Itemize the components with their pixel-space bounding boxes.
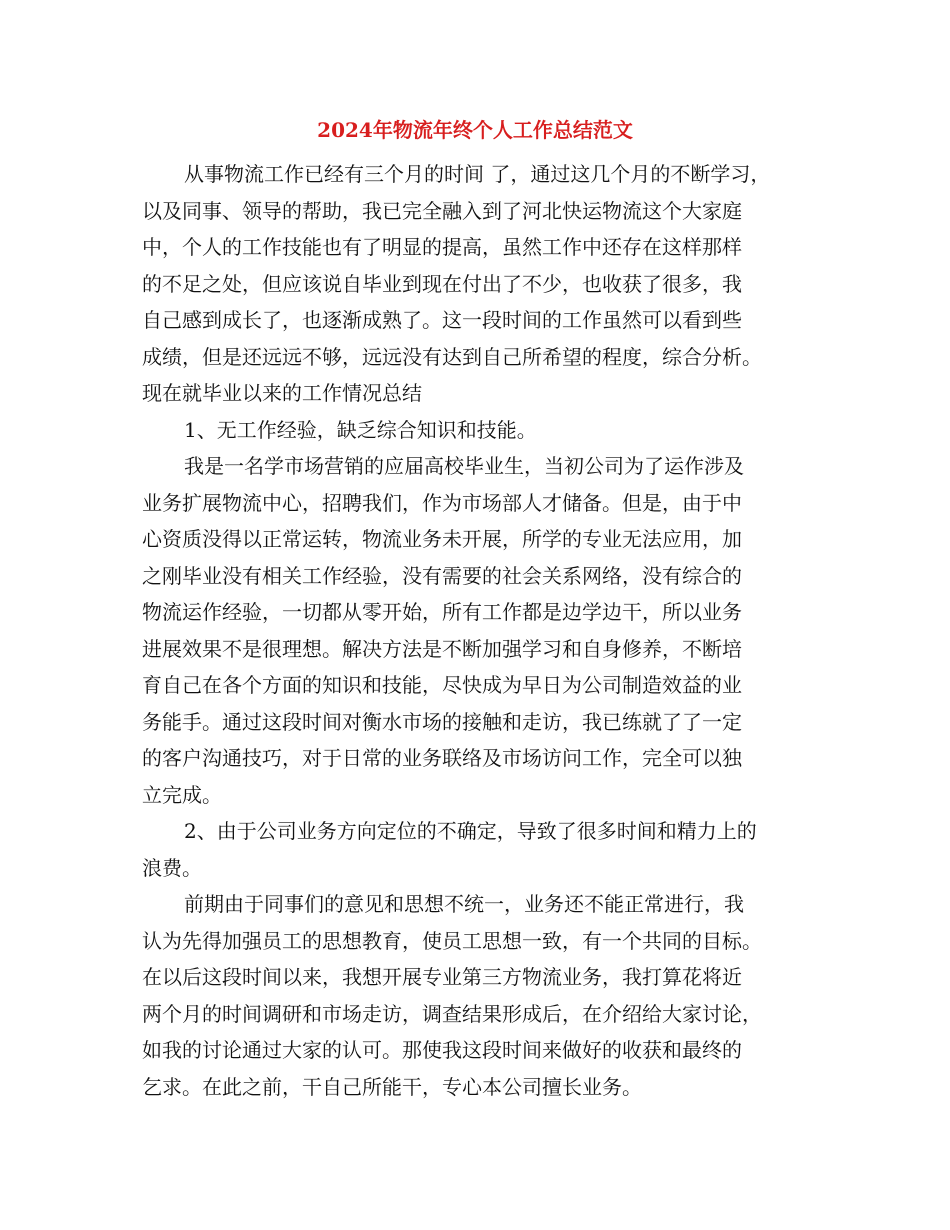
- document-title: 2024年物流年终个人工作总结范文: [317, 118, 633, 142]
- body-line: 两个月的时间调研和市场走访，调查结果形成后，在介绍给大家讨论，: [142, 1001, 762, 1026]
- body-line: 的不足之处，但应该说自毕业到现在付出了不少，也收获了很多，我: [142, 271, 742, 296]
- body-line: 如我的讨论通过大家的认可。那使我这段时间来做好的收获和最终的: [142, 1038, 742, 1062]
- body-line: 之刚毕业没有相关工作经验，没有需要的社会关系网络，没有综合的: [142, 563, 742, 588]
- body-line: 1、无工作经验，缺乏综合知识和技能。: [184, 417, 537, 442]
- body-line: 浪费。: [142, 855, 202, 880]
- body-line: 自己感到成长了，也逐渐成熟了。这一段时间的工作虽然可以看到些: [142, 308, 742, 332]
- document-body: [142, 156, 812, 1105]
- body-line: 立完成。: [142, 782, 222, 807]
- body-line: 在以后这段时间以来，我想开展专业第三方物流业务，我打算花将近: [142, 965, 742, 989]
- body-line: 现在就毕业以来的工作情况总结: [142, 381, 422, 405]
- body-line: 我是一名学市场营销的应届高校毕业生，当初公司为了运作涉及: [184, 454, 744, 478]
- body-line: 务能手。通过这段时间对衡水市场的接触和走访，我已练就了了一定: [142, 709, 742, 734]
- body-line: 的客户沟通技巧，对于日常的业务联络及市场访问工作，完全可以独: [142, 746, 742, 770]
- body-line: 2、由于公司业务方向定位的不确定，导致了很多时间和精力上的: [184, 819, 757, 843]
- body-line: 进展效果不是很理想。解决方法是不断加强学习和自身修养，不断培: [142, 636, 742, 661]
- body-line: 育自己在各个方面的知识和技能，尽快成为早日为公司制造效益的业: [142, 673, 742, 697]
- body-line: 中，个人的工作技能也有了明显的提高，虽然工作中还存在这样那样: [142, 235, 742, 259]
- body-line: 业务扩展物流中心，招聘我们，作为市场部人才储备。但是，由于中: [142, 490, 742, 515]
- body-line: 心资质没得以正常运转，物流业务未开展，所学的专业无法应用，加: [142, 527, 742, 551]
- body-line: 成绩，但是还远远不够，远远没有达到自己所希望的程度，综合分析。: [142, 344, 762, 369]
- body-line: 乞求。在此之前，干自己所能干，专心本公司擅长业务。: [142, 1074, 642, 1099]
- body-line: 认为先得加强员工的思想教育，使员工思想一致，有一个共同的目标。: [142, 928, 762, 953]
- body-line: 以及同事、领导的帮助，我已完全融入到了河北快运物流这个大家庭: [142, 198, 742, 223]
- body-line: 物流运作经验，一切都从零开始，所有工作都是边学边干，所以业务: [142, 600, 742, 624]
- body-line: 从事物流工作已经有三个月的时间 了，通过这几个月的不断学习，: [184, 162, 771, 186]
- body-line: 前期由于同事们的意见和思想不统一，业务还不能正常进行，我: [184, 892, 744, 916]
